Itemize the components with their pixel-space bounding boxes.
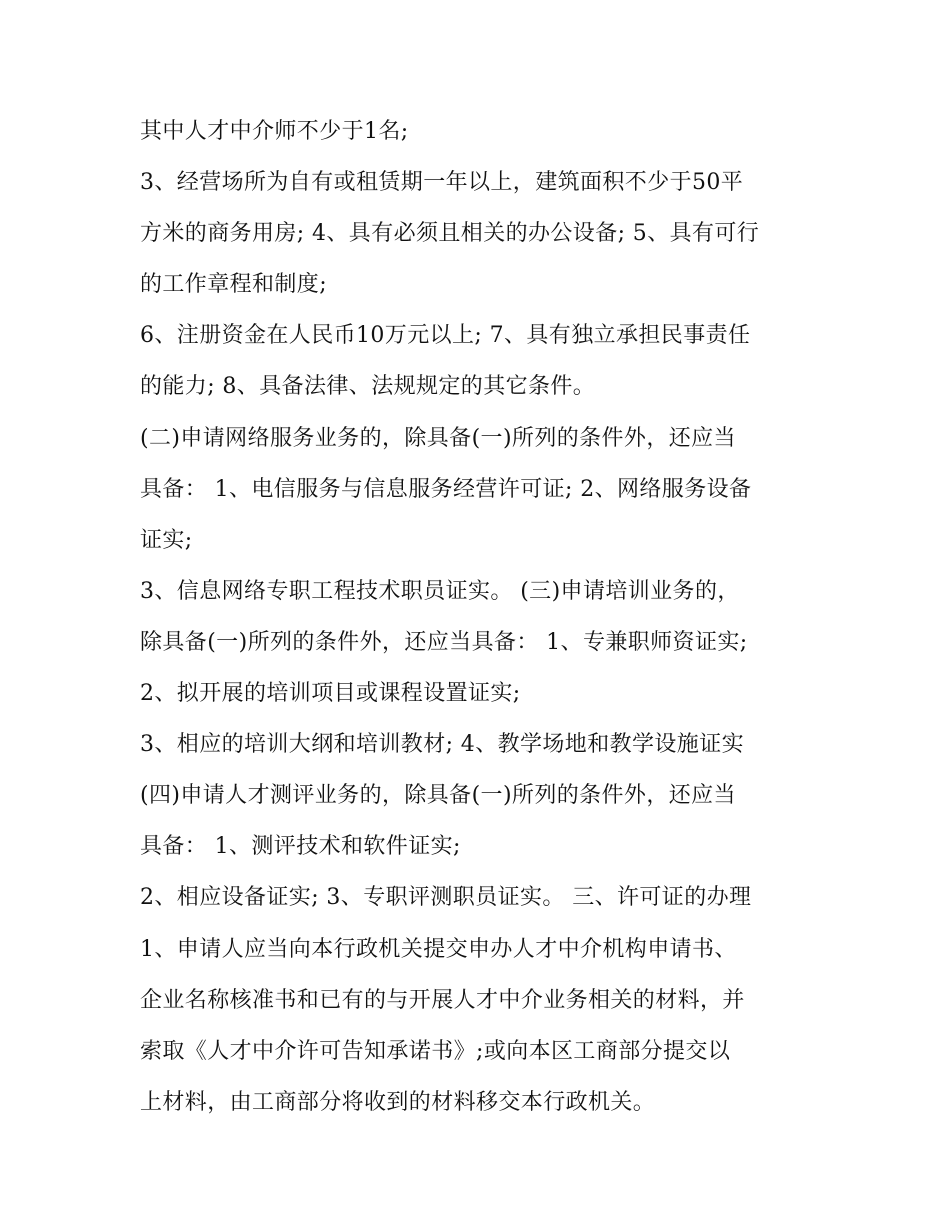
text-line: 的工作章程和制度; [140, 272, 328, 298]
text-line: 3、经营场所为自有或租赁期一年以上，建筑面积不少于50平 [140, 170, 744, 196]
text-line: 2、相应设备证实; 3、专职评测职员证实。 三、许可证的办理 [140, 885, 752, 911]
text-line: (二)申请网络服务业务的，除具备(一)所列的条件外，还应当 [140, 425, 736, 451]
text-line: 证实; [140, 527, 193, 553]
text-line: (四)申请人才测评业务的，除具备(一)所列的条件外，还应当 [140, 783, 736, 809]
text-line: 1、申请人应当向本行政机关提交申办人才中介机构申请书、 [140, 936, 737, 962]
text-line: 企业名称核准书和已有的与开展人才中介业务相关的材料，并 [140, 987, 745, 1013]
text-line: 3、相应的培训大纲和培训教材; 4、教学场地和教学设施证实 [140, 732, 745, 758]
document-body [140, 106, 820, 1128]
text-line: 具备： 1、电信服务与信息服务经营许可证; 2、网络服务设备 [140, 476, 752, 502]
text-line: 索取《人才中介许可告知承诺书》;或向本区工商部分提交以 [140, 1038, 731, 1064]
text-line: 3、信息网络专职工程技术职员证实。 (三)申请培训业务的， [140, 578, 740, 604]
text-line: 的能力; 8、具备法律、法规规定的其它条件。 [140, 374, 596, 400]
text-line: 除具备(一)所列的条件外，还应当具备： 1、专兼职师资证实; [140, 629, 748, 655]
text-line: 6、注册资金在人民币10万元以上; 7、具有独立承担民事责任 [140, 323, 751, 349]
text-line: 方米的商务用房; 4、具有必须且相关的办公设备; 5、具有可行 [140, 221, 760, 247]
text-line: 具备： 1、测评技术和软件证实; [140, 834, 461, 860]
text-line: 其中人才中介师不少于1名; [140, 119, 409, 144]
text-line: 2、拟开展的培训项目或课程设置证实; [140, 681, 521, 707]
text-line: 上材料，由工商部分将收到的材料移交本行政机关。 [140, 1089, 656, 1115]
